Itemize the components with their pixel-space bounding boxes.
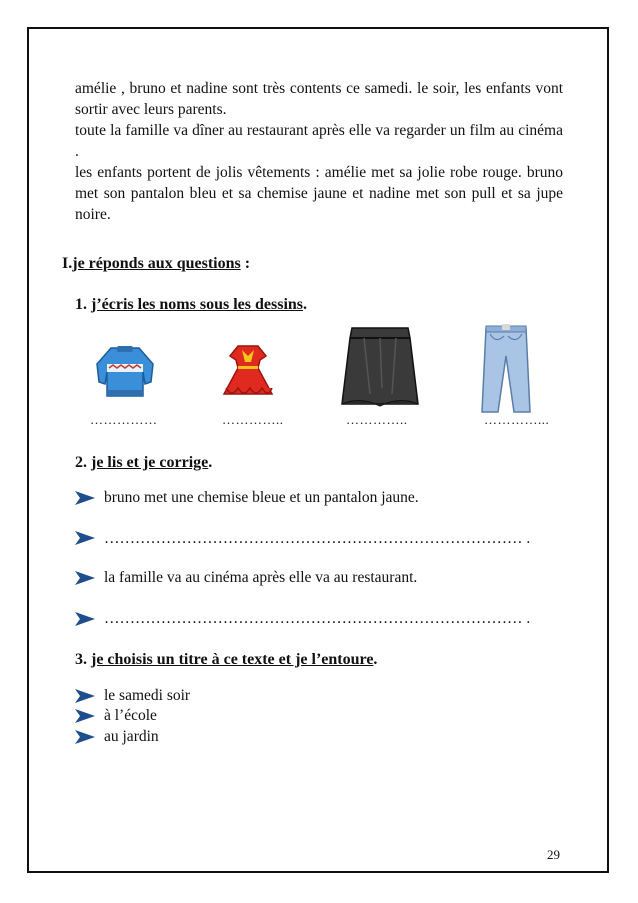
arrow-bullet-icon <box>75 531 95 545</box>
blank-1: …………… <box>90 412 158 427</box>
jeans-icon <box>478 322 534 416</box>
clothing-pictures <box>0 320 638 420</box>
statement-1: bruno met une chemise bleue et un pantalon jaune. <box>104 489 419 506</box>
statement-2: la famille va au cinéma après elle va au restaurant. <box>104 569 418 586</box>
section-prefix: I. <box>62 255 73 272</box>
arrow-bullet-icon <box>75 612 95 626</box>
skirt-icon <box>340 324 420 412</box>
sweater-icon <box>93 342 157 400</box>
title-option-1: le samedi soir <box>104 687 191 704</box>
arrow-bullet-icon <box>75 730 95 744</box>
correction-line-1: ……………………………………………………………………… . <box>104 530 531 547</box>
title-option-2: à l’école <box>104 707 157 724</box>
blank-4: …………... <box>484 412 550 427</box>
section-suffix: : <box>240 255 251 272</box>
passage-paragraph-2: toute la famille va dîner au restaurant après elle va regarder un film au cinéma . <box>75 122 563 160</box>
arrow-bullet-icon <box>75 689 95 703</box>
blank-2: ………….. <box>222 412 284 427</box>
blank-3: ………….. <box>346 412 408 427</box>
passage-paragraph-3: les enfants portent de jolis vêtements : amélie met sa jolie robe rouge. bruno met son pantalon bleu et sa chemise jaune et nadine met son pull et sa jupe noire. <box>75 164 563 223</box>
arrow-bullet-icon <box>75 709 95 723</box>
question-2-heading: 2. je lis et je corrige. <box>75 454 213 471</box>
reading-passage <box>75 78 563 225</box>
page-number: 29 <box>547 847 560 862</box>
section-heading <box>62 255 250 273</box>
question-1-heading: 1. j’écris les noms sous les dessins. <box>75 296 308 313</box>
correction-line-2: ……………………………………………………………………… . <box>104 610 531 627</box>
dress-icon <box>218 342 278 402</box>
passage-paragraph-1: amélie , bruno et nadine sont très contents ce samedi. le soir, les enfants vont sortir avec leurs parents. <box>75 80 563 118</box>
section-title: je réponds aux questions <box>72 255 241 272</box>
title-option-3: au jardin <box>104 728 159 745</box>
arrow-bullet-icon <box>75 491 95 505</box>
question-3-heading: 3. je choisis un titre à ce texte et je l’entoure. <box>75 651 378 668</box>
arrow-bullet-icon <box>75 571 95 585</box>
